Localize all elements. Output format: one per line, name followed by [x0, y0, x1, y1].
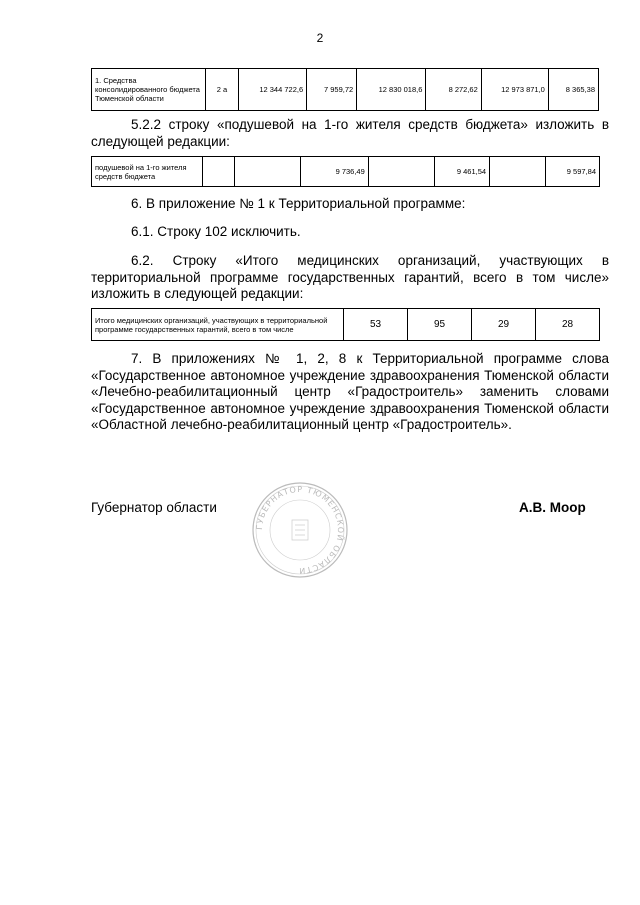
- official-seal: [250, 480, 350, 580]
- paragraph-7: 7. В приложениях № 1, 2, 8 к Территориальной программе слова «Государственное автономное учреждение здравоохранения Тюменской области «Лечебно-реабилитационный центр «Градостроитель» заменить словами «Государственное автономное учреждение здравоохранения Тюменской области «Областной лечебно-реабилитационный центр «Градостроитель».: [91, 351, 609, 432]
- signature-position: Губернатор области: [91, 500, 217, 515]
- seal-text: ГУБЕРНАТОР ТЮМЕНСКОЙ ОБЛАСТИ: [254, 484, 346, 576]
- table-cell-name: подушевой на 1-го жителя средств бюджета: [92, 157, 203, 187]
- paragraph-6-1: 6.1. Строку 102 исключить.: [131, 224, 301, 239]
- table-cell-name: 1. Средства консолидированного бюджета Тюменской области: [92, 69, 206, 111]
- table-cell: 53: [344, 309, 408, 341]
- table-cell: 9 736,49: [301, 157, 368, 187]
- signature-name: А.В. Моор: [519, 500, 586, 515]
- paragraph-6: 6. В приложение № 1 к Территориальной программе:: [131, 196, 466, 211]
- budget-table: [91, 68, 599, 111]
- table-cell: 28: [536, 309, 600, 341]
- table-cell: 12 973 871,0: [481, 69, 548, 111]
- table-cell: [368, 157, 434, 187]
- table-cell: 12 344 722,6: [238, 69, 306, 111]
- table-row: [92, 157, 600, 187]
- page-number: 2: [316, 31, 324, 45]
- table-row: [92, 69, 599, 111]
- table-cell: [235, 157, 301, 187]
- table-cell: 95: [408, 309, 472, 341]
- paragraph-6-2: 6.2. Строку «Итого медицинских организаций, участвующих в территориальной программе государственных гарантий, всего в том числе» изложить в следующей редакции:: [91, 253, 609, 301]
- table-cell: 9 461,54: [435, 157, 490, 187]
- per-capita-table: [91, 156, 600, 187]
- total-organizations-table: [91, 308, 600, 341]
- table-cell: [490, 157, 546, 187]
- table-cell: 7 959,72: [307, 69, 357, 111]
- table-row: [92, 309, 600, 341]
- table-cell: 9 597,84: [546, 157, 600, 187]
- table-cell-name: Итого медицинских организаций, участвующих в территориальной программе государственных гарантий, всего в том числе: [92, 309, 344, 341]
- table-cell: 12 830 018,6: [357, 69, 426, 111]
- paragraph-5-2-2: 5.2.2 строку «подушевой на 1-го жителя средств бюджета» изложить в следующей редакции:: [91, 117, 609, 149]
- table-cell: 29: [472, 309, 536, 341]
- table-cell: 8 272,62: [426, 69, 481, 111]
- table-cell: 2 а: [205, 69, 238, 111]
- table-cell: [202, 157, 234, 187]
- table-cell: 8 365,38: [548, 69, 598, 111]
